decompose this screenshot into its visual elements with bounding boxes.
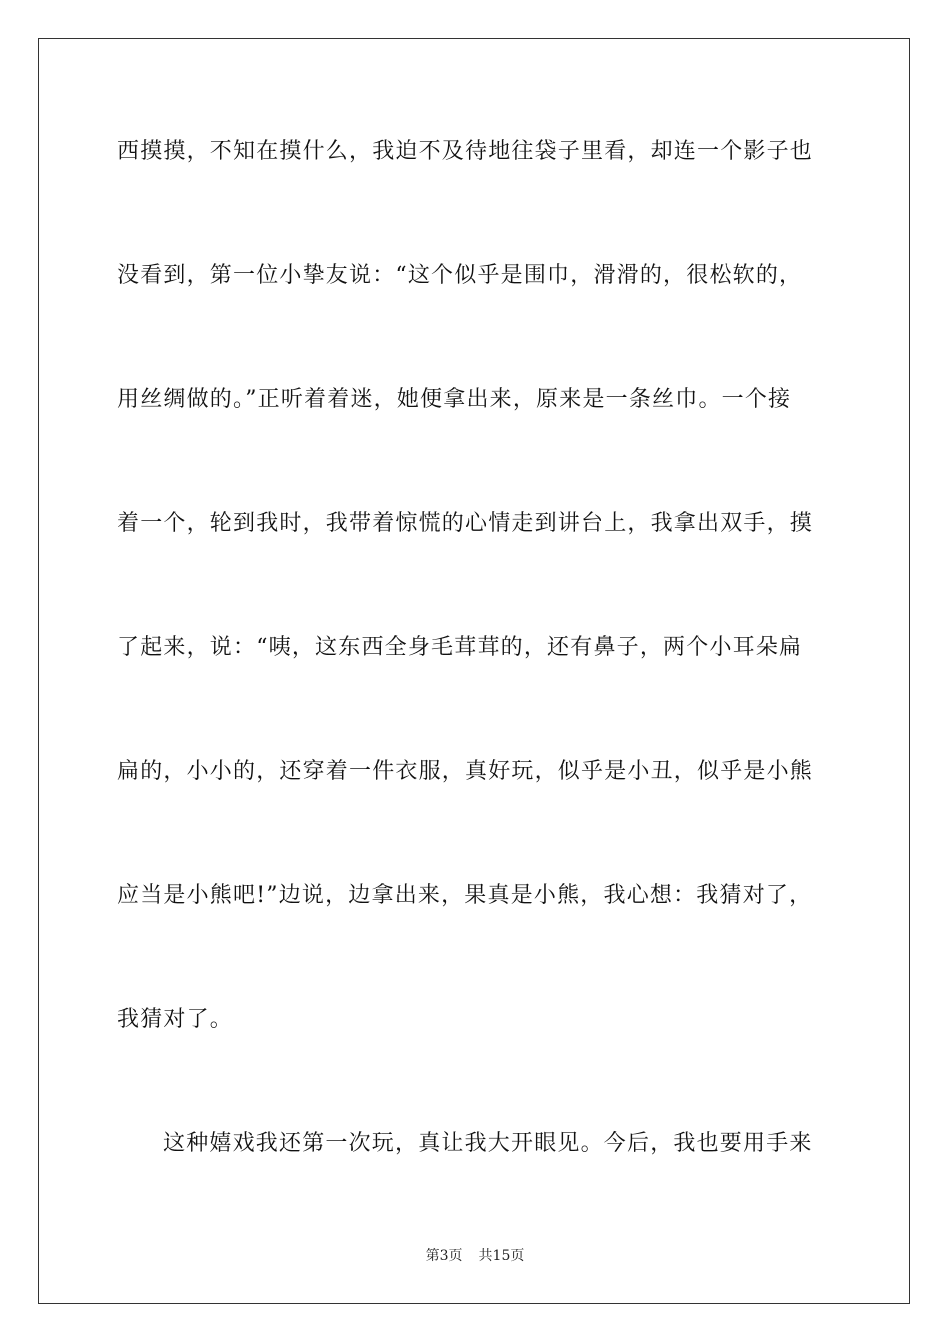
page-frame xyxy=(38,38,910,1304)
page-total: 共15页 xyxy=(478,1248,525,1264)
text-line-4: 着一个，轮到我时，我带着惊慌的心情走到讲台上，我拿出双手，摸 xyxy=(117,511,814,536)
text-line-1: 西摸摸，不知在摸什么，我迫不及待地往袋子里看，却连一个影子也 xyxy=(117,139,814,164)
paragraph-start-line: 这种嬉戏我还第一次玩，真让我大开眼见。今后，我也要用手来 xyxy=(163,1131,813,1156)
text-line-5: 了起来，说：“咦，这东西全身毛茸茸的，还有鼻子，两个小耳朵扁 xyxy=(117,635,803,660)
page-number: 第3页 xyxy=(425,1248,463,1264)
text-line-3: 用丝绸做的。”正听着着迷，她便拿出来，原来是一条丝巾。一个接 xyxy=(117,387,792,412)
text-line-2: 没看到，第一位小挚友说：“这个似乎是围巾，滑滑的，很松软的， xyxy=(117,263,803,288)
page-footer xyxy=(0,1246,950,1266)
text-line-8: 我猜对了。 xyxy=(117,1007,234,1032)
text-line-6: 扁的，小小的，还穿着一件衣服，真好玩，似乎是小丑，似乎是小熊 xyxy=(117,759,814,784)
text-line-7: 应当是小熊吧!”边说，边拿出来，果真是小熊，我心想：我猜对了， xyxy=(117,883,813,908)
